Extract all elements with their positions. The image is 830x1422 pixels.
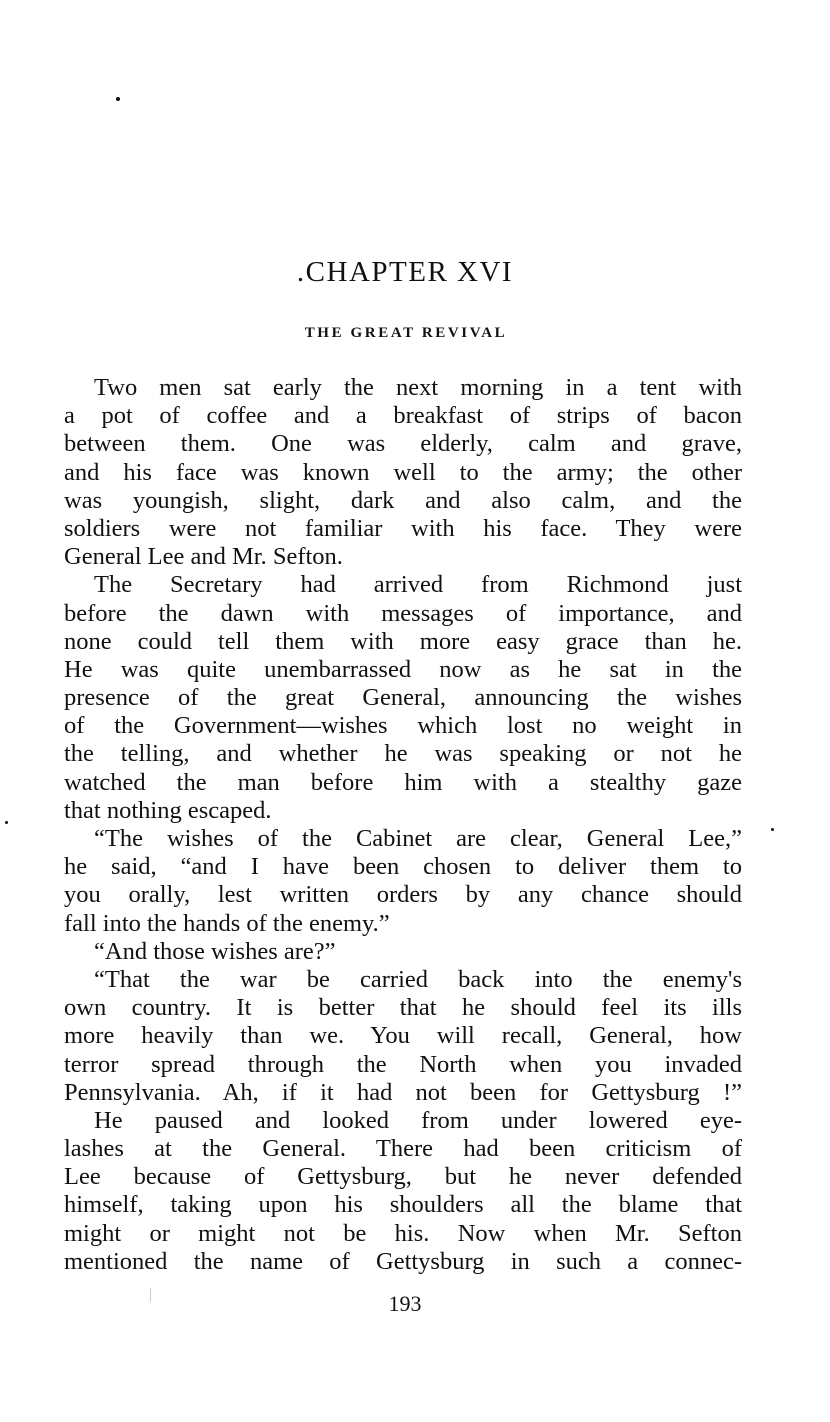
print-speck (771, 828, 774, 831)
text-line: General Lee and Mr. Sefton. (64, 543, 343, 571)
text-line: Pennsylvania. Ah, if it had not been for Gettysburg !” (64, 1078, 742, 1106)
text-line: He was quite unembarrassed now as he sat in the (64, 655, 742, 683)
text-line: mentioned the name of Gettysburg in such a connec- (64, 1247, 742, 1275)
chapter-body (64, 374, 742, 1276)
chapter-heading: .CHAPTER XVI (296, 256, 514, 288)
text-line: more heavily than we. You will recall, General, how (64, 1022, 742, 1050)
text-line: the telling, and whether he was speaking or not he (64, 740, 742, 768)
text-line: and his face was known well to the army; the other (64, 458, 742, 486)
text-line: of the Government—wishes which lost no weight in (64, 712, 742, 740)
text-line: own country. It is better that he should feel its ills (64, 994, 742, 1022)
text-line: before the dawn with messages of importance, and (64, 599, 742, 627)
text-line: Two men sat early the next morning in a tent with (94, 374, 742, 401)
text-line: “And those wishes are?” (94, 937, 336, 965)
text-line: presence of the great General, announcing the wishes (64, 684, 742, 712)
text-line: soldiers were not familiar with his face. They were (64, 514, 742, 542)
text-line: none could tell them with more easy grace than he. (64, 627, 742, 655)
text-line: a pot of coffee and a breakfast of strips of bacon (64, 402, 742, 430)
text-line: lashes at the General. There had been criticism of (64, 1135, 742, 1163)
text-line: The Secretary had arrived from Richmond just (94, 571, 742, 599)
text-line: Lee because of Gettysburg, but he never defended (64, 1163, 742, 1191)
chapter-title: THE GREAT REVIVAL (304, 325, 508, 341)
print-speck (5, 821, 8, 824)
text-line: He paused and looked from under lowered eye- (94, 1106, 742, 1134)
text-line: “That the war be carried back into the enemy's (94, 965, 742, 993)
text-line: fall into the hands of the enemy.” (64, 909, 390, 937)
text-line: might or might not be his. Now when Mr. Sefton (64, 1219, 742, 1247)
text-line: that nothing escaped. (64, 796, 272, 824)
text-line: was youngish, slight, dark and also calm, and the (64, 486, 742, 514)
text-line: watched the man before him with a stealthy gaze (64, 768, 742, 796)
text-line: you orally, lest written orders by any chance should (64, 881, 742, 909)
text-line: between them. One was elderly, calm and grave, (64, 430, 742, 458)
print-speck (116, 97, 120, 101)
text-line: “The wishes of the Cabinet are clear, General Lee,” (94, 825, 742, 852)
text-line: terror spread through the North when you invaded (64, 1050, 742, 1078)
text-line: himself, taking upon his shoulders all the blame that (64, 1191, 742, 1219)
text-line: he said, “and I have been chosen to deliver them to (64, 853, 742, 881)
page-number: 193 (388, 1291, 422, 1316)
